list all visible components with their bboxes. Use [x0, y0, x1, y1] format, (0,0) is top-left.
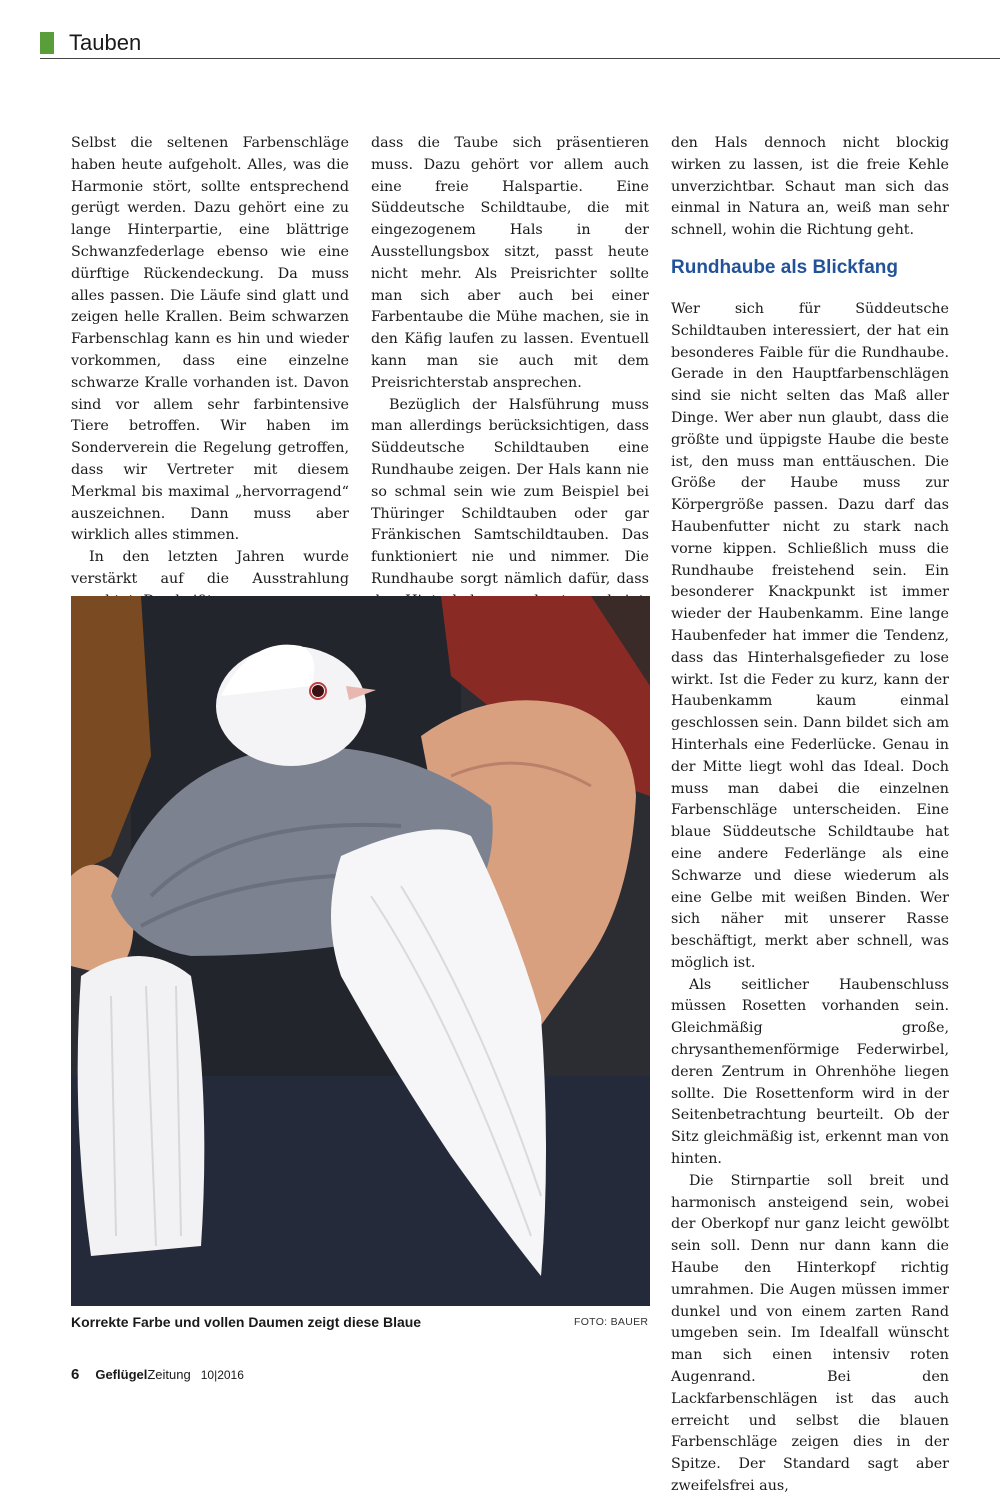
page-number: 6 — [71, 1366, 80, 1383]
page-header — [40, 30, 1000, 59]
magazine-name-bold: Geflügel — [95, 1367, 148, 1382]
paragraph: In den letzten Jahren wurde verstärkt auf die Ausstrahlung — [71, 549, 349, 587]
paragraph: Die Stirnpartie soll breit und harmonisch ansteigend sein, wobei der Oberkopf nur ganz leicht gewölbt sein soll. Denn nur dann kann die Haube den Hinterkopf richtig umrahmen. Die Augen müssen immer dunkel und von einem zarten Rand umgeben sein. Im Idealfall wünscht man sich einen intensiv roten Augenrand. Bei den Lackfarbenschlägen ist das auch erreicht und selbst die blauen Farbenschläge zeigen dies in der Spitze. Der Standard sagt aber zweifelsfrei aus, — [671, 1172, 949, 1495]
photo-credit: FOTO: BAUER — [574, 1316, 649, 1328]
pigeon-photo — [71, 596, 650, 1306]
photo-caption: Korrekte Farbe und vollen Daumen zeigt diese Blaue — [71, 1314, 422, 1330]
paragraph: Wer sich für Süddeutsche Schildtauben interessiert, der hat ein besonderes Faible für die Rundhaube. Gerade in den Hauptfarbenschlägen sind sie nicht selten das Maß aller Dinge. Wer aber nun glaubt, dass die größte und üppigste Haube die beste ist, den muss man enttäuschen. Die Größe der Haube muss zur Körpergröße passen. Dazu darf das Haubenfutter nicht zu stark nach vorne kippen. Schließlich muss die Rundhaube freistehend sein. Ein besonderer Knackpunkt ist immer wieder der Haubenkamm. Eine lange Haubenfeder hat immer die Tendenz, dass das Hinterhalsgefieder zu lose wirkt. Ist die Feder zu kurz, kann der Haubenkamm kaum einmal geschlossen sein. Dann bildet sich am Hinterhals eine Federlücke. Genau in der Mitte liegt wohl das Ideal. Doch muss man dabei die einzelnen Farbenschläge unterscheiden. Eine blaue Süddeutsche Schildtaube hat eine andere Federlänge als eine Schwarze und diese wiederum als eine Gelbe mit weißen Binden. Wer sich näher mit unserer Rasse beschäftigt, merkt aber schnell, was möglich ist. — [671, 300, 949, 971]
paragraph: den Hals dennoch nicht blockig wirken zu lassen, ist die freie Kehle unverzichtbar. Schaut man sich das einmal in Natura an, weiß man sehr schnell, wohin die Richtung geht. — [671, 135, 949, 239]
issue-number: 10|2016 — [200, 1368, 244, 1382]
section-marker — [40, 32, 54, 54]
paragraph: Als seitlicher Haubenschluss müssen Rosetten vorhanden sein. Gleichmäßig große, chrysanthemenförmige Federwirbel, deren Zentrum in Ohrenhöhe liegen sollte. Die Rosettenform wird in der Seitenbetrachtung beurteilt. Ob der Sitz gleichmäßig ist, erkennt man von hinten. — [671, 976, 949, 1168]
subheading: Rundhaube als Blickfang — [671, 256, 898, 278]
magazine-name-regular: Zeitung — [147, 1367, 191, 1382]
text-column-3 — [671, 133, 949, 1498]
paragraph: dass die Taube sich präsentieren muss. Dazu gehört vor allem auch eine freie Halspartie. Eine Süddeutsche Schildtaube, die mit eingezogenem Hals in der Ausstellungsbox sitzt, passt heute nicht mehr. Als Preisrichter sollte man sich aber auch bei einer Farbentaube die Mühe machen, sie in den Käfig laufen zu lassen. Eventuell kann man sie auch mit dem Preisrichterstab ansprechen. — [371, 135, 649, 391]
text-column-2 — [371, 133, 649, 634]
page-footer — [71, 1366, 244, 1384]
section-title: Tauben — [69, 30, 142, 55]
text-column-1 — [71, 133, 349, 613]
paragraph: Selbst die seltenen Farbenschläge haben heute aufgeholt. Alles, was die Harmonie stört, sollte entsprechend gerügt werden. Dazu gehört eine zu lange Hinterpartie, eine blättrige Schwanzfederlage ebenso wie eine dürftige Rückendeckung. Da muss alles passen. Die Läufe sind glatt und zeigen helle Krallen. Beim schwarzen Farbenschlag kann es hin und wieder vorkommen, dass eine einzelne schwarze Kralle vorhanden ist. Davon sind vor allem sehr farbintensive Tiere betroffen. Wir haben im Sonderverein die Regelung getroffen, dass wir Vertreter mit diesem Merkmal bis maximal „hervorragend“ auszeichnen. Dann muss aber wirklich alles stimmen. — [71, 135, 349, 544]
paragraph: Bezüglich der Halsführung muss man allerdings berücksichtigen, dass Süddeutsche Schildtauben eine Rundhaube zeigen. Der Hals kann nie so schmal sein wie zum Beispiel bei Thüringer Schildtauben oder gar Fränkischen Samtschildtauben. Das funktioniert nie und nimmer. Die Rundhaube sorgt nämlich dafür, dass — [371, 396, 649, 587]
